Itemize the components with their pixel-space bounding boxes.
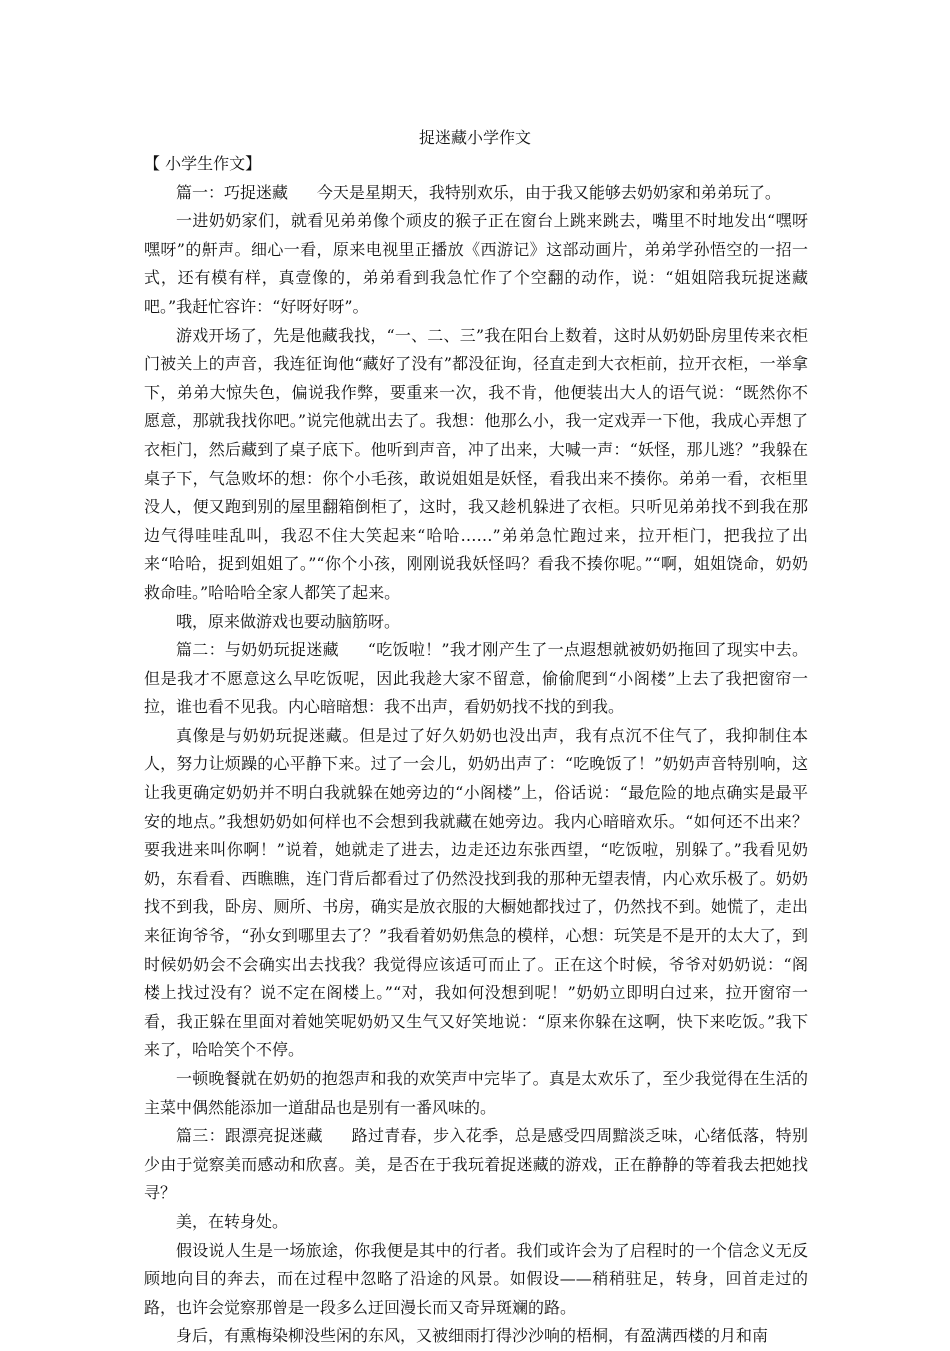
paragraph <box>144 1322 808 1351</box>
paragraph <box>144 1208 808 1237</box>
paragraph <box>144 608 808 637</box>
paragraph <box>144 1065 808 1122</box>
paragraph <box>144 179 808 208</box>
paragraph <box>144 636 808 722</box>
paragraph-text: 今天是星期天，我特别欢乐，由于我又能够去奶奶家和弟弟玩了。 <box>316 182 781 202</box>
section-heading: 篇二：与奶奶玩捉迷藏 <box>176 640 339 660</box>
category-label: 【 小学生作文】 <box>144 154 262 173</box>
paragraph-text: 假设说人生是一场旅途，你我便是其中的行者。我们或许会为了启程时的一个信念义无反顾地向目的奔去，而在过程中忽略了沿途的风景。如假设——稍稍驻足，转身，回首走过的路，也许会觉察那曾是一段多么迂回漫长而又奇异斑斓的路。 <box>144 1240 808 1317</box>
paragraph-text: “吃饭啦！”我才刚产生了一点遐想就被奶奶拖回了现实中去。但是我才不愿意这么早吃饭呢，因此我趁大家不留意，偷偷爬到“小阁楼”上去了我把窗帘一拉，谁也看不见我。内心暗暗想：我不出声，看奶奶找不找的到我。 <box>144 640 808 717</box>
paragraph <box>144 207 808 321</box>
section-heading: 篇三：跟漂亮捉迷藏 <box>176 1126 323 1146</box>
document-body <box>144 150 808 1351</box>
paragraph <box>144 1237 808 1323</box>
section-heading: 篇一：巧捉迷藏 <box>176 182 289 202</box>
paragraph-text: 路过青春，步入花季，总是感受四周黯淡乏味，心绪低落，特别少由于觉察美而感动和欣喜。美，是否在于我玩着捉迷藏的游戏，正在静静的等着我去把她找寻？ <box>144 1126 808 1203</box>
paragraph-text: 游戏开场了，先是他藏我找，“一、二、三”我在阳台上数着，这时从奶奶卧房里传来衣柜门被关上的声音，我连征询他“藏好了没有”都没征询，径直走到大衣柜前，拉开衣柜，一举拿下，弟弟大惊失色，偏说我作弊，要重来一次，我不肯，他便装出大人的语气说：“既然你不愿意，那就我找你吧。”说完他就出去了。我想：他那么小，我一定戏弄一下他，我成心弄想了衣柜门，然后藏到了桌子底下。他听到声音，冲了出来，大喊一声：“妖怪，那儿逃？”我躲在桌子下，气急败坏的想：你个小毛孩，敢说姐姐是妖怪，看我出来不揍你。弟弟一看，衣柜里没人，便又跑到别的屋里翻箱倒柜了，这时，我又趁机躲进了衣柜。只听见弟弟找不到我在那边气得哇哇乱叫，我忍不住大笑起来“哈哈……”弟弟急忙跑过来，拉开柜门，把我拉了出来“哈哈，捉到姐姐了。”“你个小孩，刚刚说我妖怪吗？看我不揍你呢。”“啊，姐姐饶命，奶奶救命哇。”哈哈哈全家人都笑了起来。 <box>144 325 808 602</box>
paragraph <box>144 722 808 1065</box>
paragraph <box>144 1122 808 1208</box>
paragraph-text: 身后，有熏梅染柳没些闲的东风，又被细雨打得沙沙响的梧桐，有盈满西楼的月和南 <box>176 1326 769 1346</box>
paragraph-list <box>144 179 808 1351</box>
paragraph-text: 一顿晚餐就在奶奶的抱怨声和我的欢笑声中完毕了。真是太欢乐了，至少我觉得在生活的主菜中偶然能添加一道甜品也是别有一番风味的。 <box>144 1069 808 1117</box>
paragraph-text: 哦，原来做游戏也要动脑筋呀。 <box>176 611 401 631</box>
paragraph-text: 真像是与奶奶玩捉迷藏。但是过了好久奶奶也没出声，我有点沉不住气了，我抑制住本人，努力让烦躁的心平静下来。过了一会儿，奶奶出声了：“吃晚饭了！”奶奶声音特别响，这让我更确定奶奶并不明白我就躲在她旁边的“小阁楼”上，俗话说：“最危险的地点确实是最平安的地点。”我想奶奶如何样也不会想到我就藏在她旁边。我内心暗暗欢乐。“如何还不出来？要我进来叫你啊！”说着，她就走了进去，边走还边东张西望，“吃饭啦，别躲了。”我看见奶奶，东看看、西瞧瞧，连门背后都看过了仍然没找到我的那种无望表情，内心欢乐极了。奶奶找不到我，卧房、厕所、书房，确实是放衣服的大橱她都找过了，仍然找不到。她慌了，走出来征询爷爷，“孙女到哪里去了？”我看着奶奶焦急的模样，心想：玩笑是不是开的太大了，到时候奶奶会不会确实出去找我？我觉得应该适可而止了。正在这个时候，爷爷对奶奶说：“阁楼上找过没有？说不定在阁楼上。”“对，我如何没想到呢！”奶奶立即明白过来，拉开窗帘一看，我正躲在里面对着她笑呢奶奶又生气又好笑地说：“原来你躲在这啊，快下来吃饭。”我下来了，哈哈笑个不停。 <box>144 725 808 1060</box>
paragraph-text: 一进奶奶家们，就看见弟弟像个顽皮的猴子正在窗台上跳来跳去，嘴里不时地发出“嘿呀嘿呀”的鼾声。细心一看，原来电视里正播放《西游记》这部动画片，弟弟学孙悟空的一招一式，还有模有样，真壹像的，弟弟看到我急忙作了个空翻的动作，说：“姐姐陪我玩捉迷藏吧。”我赶忙容许：“好呀好呀”。 <box>144 211 808 316</box>
paragraph <box>144 322 808 608</box>
document-title: 捉迷藏小学作文 <box>418 128 531 147</box>
paragraph-text: 美，在转身处。 <box>176 1211 289 1231</box>
